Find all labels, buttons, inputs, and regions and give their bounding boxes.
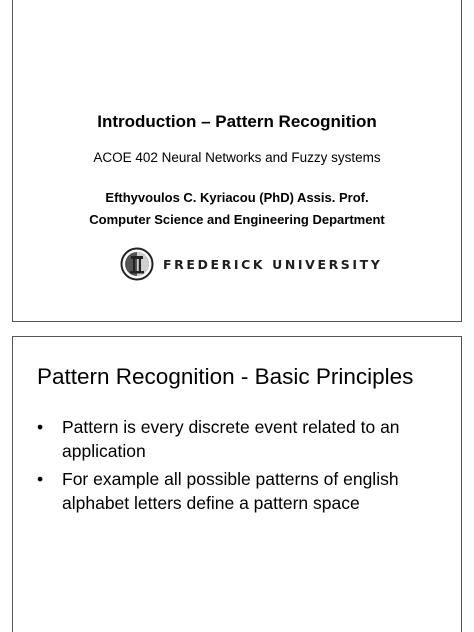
list-item [37, 415, 452, 463]
bullet-list [37, 415, 452, 519]
slide-2 [12, 336, 462, 632]
author-line: Efthyvoulos C. Kyriacou (PhD) Assis. Prof. [105, 190, 369, 205]
course-name: ACOE 402 Neural Networks and Fuzzy systems [93, 150, 381, 165]
department-line: Computer Science and Engineering Department [89, 212, 385, 227]
logo-text: FREDERICK UNIVERSITY [163, 256, 383, 272]
slide-2-title: Pattern Recognition - Basic Principles [37, 364, 414, 389]
university-logo [120, 245, 382, 283]
bullet-glyph: • [37, 417, 44, 437]
bullet-glyph: • [37, 469, 44, 489]
slide-1 [12, 0, 462, 322]
slide-1-title: Introduction – Pattern Recognition [97, 112, 377, 131]
bullet-text: Pattern is every discrete event related to an application [62, 417, 400, 461]
list-item [37, 467, 452, 515]
university-seal-icon [120, 247, 154, 281]
bullet-text: For example all possible patterns of english alphabet letters define a pattern space [62, 469, 399, 513]
